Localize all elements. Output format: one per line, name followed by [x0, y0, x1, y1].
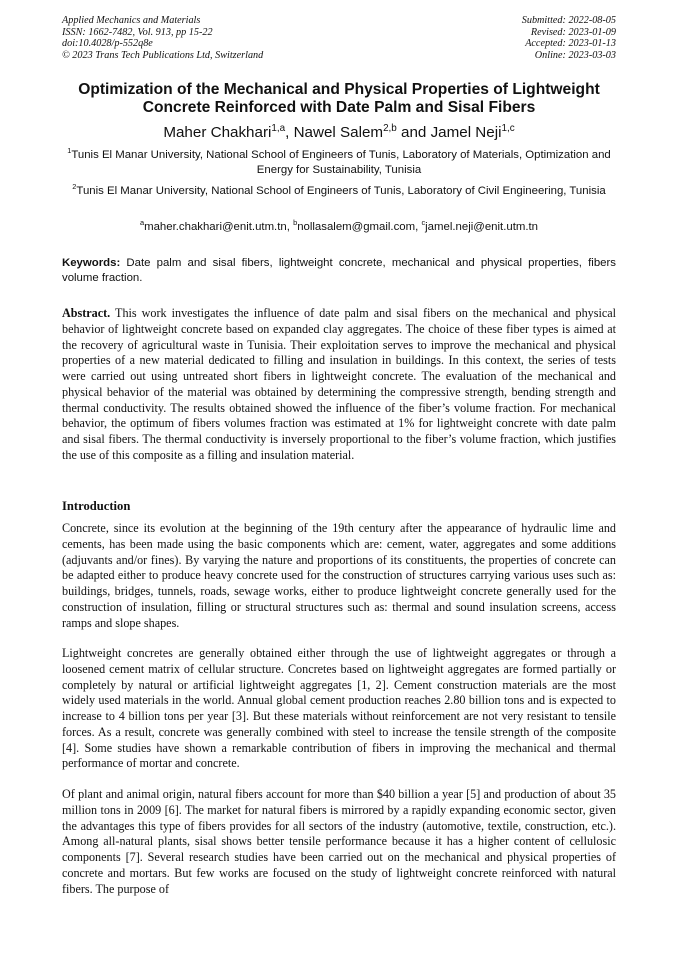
- keywords-label: Keywords:: [62, 257, 121, 269]
- affiliation-text: Tunis El Manar University, National School of Engineers of Tunis, Laboratory of Civil Engineering, Tunisia: [76, 185, 606, 197]
- email-link[interactable]: nollasalem@gmail.com: [297, 221, 416, 233]
- author-name: Nawel Salem: [293, 124, 384, 141]
- submitted-date: Submitted: 2022-08-05: [521, 15, 616, 26]
- author-separator: ,: [285, 124, 294, 141]
- revised-date: Revised: 2023-01-09: [530, 26, 616, 38]
- section-heading-introduction: Introduction: [62, 499, 131, 513]
- affiliation-text: Tunis El Manar University, National School of Engineers of Tunis, Laboratory of Materials, Optimization and Energy for Sustainability, Tunisia: [71, 149, 611, 176]
- intro-paragraph-2: Lightweight concretes are generally obtained either through the use of lightweight aggregates or through a loosened cement matrix of cellular structure. Concretes based on lightweight aggregates are formed partially or completely by natural or artificial lightweight aggregates [1, 2]. Cement construction materials are the most widely used materials in the world. Annual global cement production reaches 2.80 billion tons and is expected to increase to 4 billion tons per year [3]. But these materials without reinforcement are not very resistant to tensile forces. As a result, concrete was generally combined with steel to increase the tensile strength of the composite [4]. Some studies have shown a remarkable contribution of fibers in improving the mechanical and thermal performance of mortar and concrete.: [62, 646, 616, 771]
- email-mark: c: [421, 218, 426, 228]
- header-right: [522, 15, 616, 61]
- email-link[interactable]: maher.chakhari@enit.utm.tn: [144, 221, 287, 233]
- accepted-date: Accepted: 2023-01-13: [525, 38, 616, 50]
- author-affiliation-mark: 2,b: [383, 122, 397, 134]
- email-link[interactable]: jamel.neji@enit.utm.tn: [425, 221, 539, 233]
- author-list: [62, 124, 616, 142]
- paper-title: Optimization of the Mechanical and Physical Properties of Lightweight Concrete Reinforced with Date Palm and Sisal Fibers: [78, 81, 600, 116]
- email-list: [62, 220, 616, 235]
- journal-issn: ISSN: 1662-7482, Vol. 913, pp 15-22: [62, 26, 213, 38]
- abstract-block: [62, 306, 616, 464]
- intro-paragraph-3: Of plant and animal origin, natural fibers account for more than $40 billion a year [5] and production of about 35 million tons in 2009 [6]. The market for natural fibers is mirrored by a rapidly expanding economic sector, given the advantages this type of fibers provides for all sectors of the industry (automotive, textile, construction, etc.). Among all-natural plants, sisal shows better tensile performance because it has a higher content of cellulosic components [7]. Several research studies have been carried out on the mechanical and physical properties of concrete and mortars. But few works are focused on the study of lightweight concrete reinforced with natural fibers. The purpose of: [62, 787, 616, 896]
- affiliation-2: [62, 184, 616, 199]
- keywords-text: Date palm and sisal fibers, lightweight concrete, mechanical and physical properties, fibers volume fraction.: [62, 257, 616, 284]
- intro-paragraph-1: Concrete, since its evolution at the beginning of the 19th century after the appearance of hydraulic lime and cements, has been made using the basic components which are: cement, water, aggregates and some additions (adjuvants and/or fines). By varying the nature and proportions of its constituents, the properties of concrete can be adapted either to produce heavy concrete used for the construction of structures carrying various uses such as: buildings, bridges, tunnels, roads, sewage works, either to produce lightweight concrete generally used for the construction of insulation, filling or structural structures such as: thermal and sound insulation screens, access ramps and slope shapes.: [62, 521, 616, 630]
- email-mark: a: [139, 218, 145, 228]
- online-date: Online: 2023-03-03: [534, 49, 616, 61]
- article-doi: doi:10.4028/p-552q8e: [62, 38, 153, 50]
- copyright-line: © 2023 Trans Tech Publications Ltd, Switzerland: [62, 49, 264, 61]
- affiliation-mark: 2: [72, 182, 77, 192]
- abstract-text: This work investigates the influence of date palm and sisal fibers on the mechanical and physical behavior of lightweight concrete based on expanded clay aggregates. The choice of these fiber types is aimed at the recovery of agricultural waste in Tunisia. Their exploitation serves to improve the mechanical and physical properties of a new material dedicated to filling and insulation in buildings. In this context, the series of tests were carried out using untreated short fibers in lightweight concrete. The evaluation of the mechanical and physical behavior of the material was obtained by determining the compressive strength, bending strength and thermal conductivity. The results obtained showed the influence of the fiber’s volume fraction. For mechanical behavior, the optimum of fibers volumes fraction was estimated at 1% for lightweight concrete with date palm and sisal fibers. The thermal conductivity is inversely proportional to the fiber’s volume fraction, which justifies the use of this composite as a filling and insulation material.: [62, 306, 616, 462]
- author-affiliation-mark: 1,c: [501, 122, 515, 134]
- email-separator: ,: [415, 221, 422, 233]
- author-separator: and: [396, 124, 431, 141]
- author-name: Jamel Neji: [430, 124, 502, 141]
- affiliation-mark: 1: [67, 146, 72, 156]
- email-mark: b: [293, 218, 298, 228]
- abstract-label: Abstract.: [62, 306, 111, 320]
- journal-name: Applied Mechanics and Materials: [62, 15, 201, 26]
- author-affiliation-mark: 1,a: [271, 122, 286, 134]
- affiliation-1: [62, 148, 616, 178]
- email-separator: ,: [286, 221, 294, 233]
- keywords-block: [62, 256, 616, 285]
- author-name: Maher Chakhari: [163, 124, 272, 141]
- header-left: [62, 15, 263, 61]
